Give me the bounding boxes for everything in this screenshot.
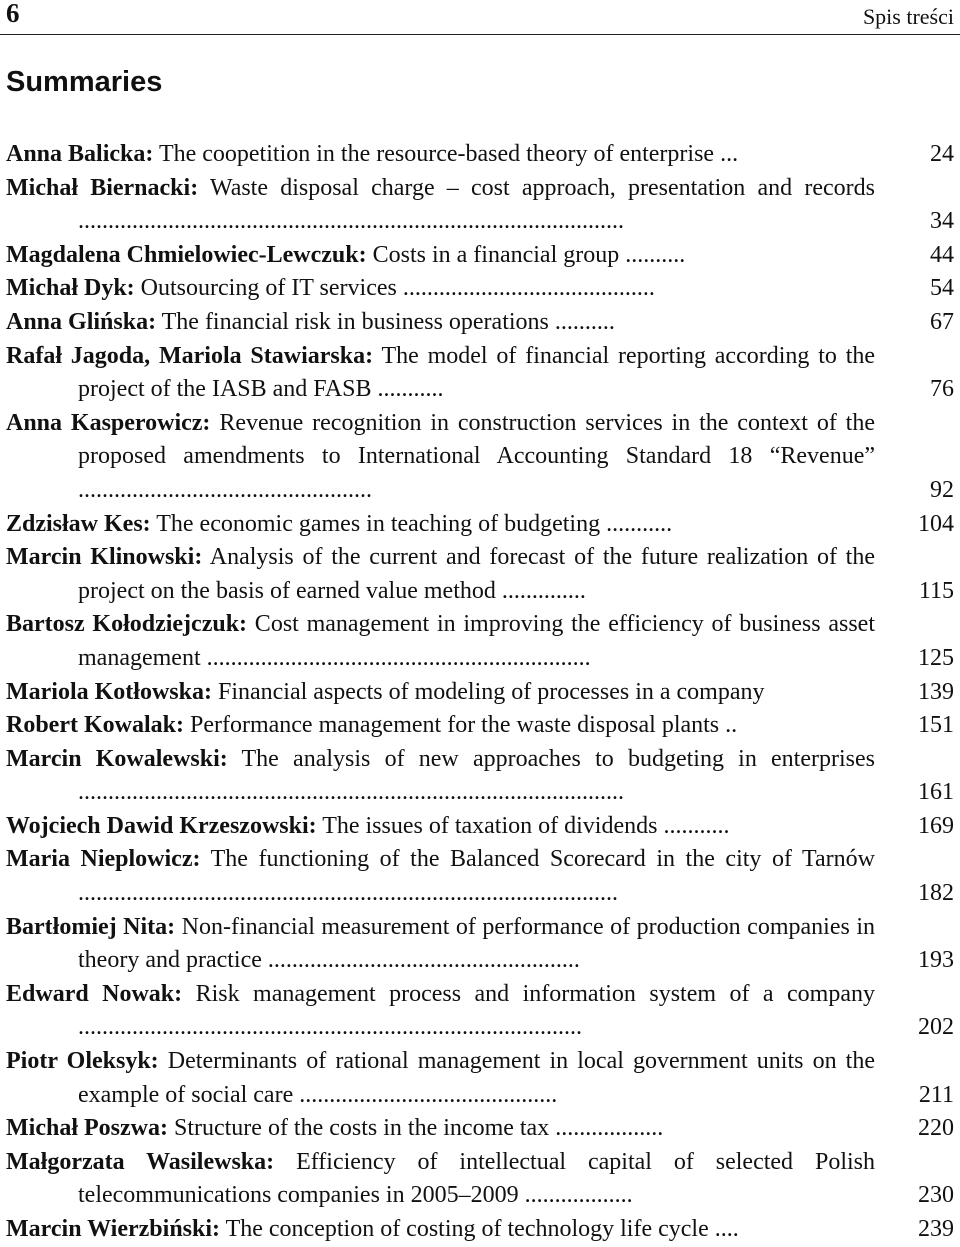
entry-page: 104 bbox=[918, 510, 954, 537]
entry-page: 230 bbox=[918, 1182, 954, 1209]
entry-leader: ........... bbox=[600, 510, 673, 537]
toc-entry bbox=[0, 843, 960, 910]
entry-title: Risk management process and information system of a company bbox=[182, 980, 875, 1007]
section-title: Summaries bbox=[6, 66, 163, 98]
entry-title: Analysis of the current and forecast of the future realization of the project on the basis of earned value method bbox=[78, 544, 876, 604]
entry-title: The functioning of the Balanced Scorecard in the city of Tarnów bbox=[200, 846, 876, 873]
toc-entry bbox=[0, 272, 960, 306]
entry-leader: .... bbox=[708, 1216, 739, 1242]
toc-entry bbox=[0, 1213, 960, 1247]
entry-author: Anna Balicka: bbox=[6, 141, 154, 167]
entry-page: 211 bbox=[918, 1081, 954, 1108]
entry-title: Outsourcing of IT services bbox=[134, 275, 397, 302]
entry-author: Michał Poszwa: bbox=[6, 1115, 168, 1142]
entry-page: 193 bbox=[918, 947, 954, 974]
entry-leader: ................................................................ bbox=[200, 644, 591, 671]
entry-leader: ................................................. bbox=[78, 476, 372, 503]
entry-author: Edward Nowak: bbox=[6, 980, 183, 1007]
toc-entry bbox=[0, 911, 960, 978]
entry-author: Marcin Klinowski: bbox=[6, 544, 203, 571]
entry-title: Non-financial measurement of performance of production companies in theory and practice bbox=[78, 913, 875, 974]
entry-leader: .................................................................................... bbox=[78, 1014, 582, 1041]
entry-title: Revenue recognition in construction services in the context of the proposed amendments to International Accounting Standard 18 “Revenue” bbox=[78, 409, 875, 470]
toc-entry bbox=[0, 239, 960, 273]
entry-leader: .................. bbox=[518, 1182, 633, 1209]
entry-page: 44 bbox=[930, 241, 954, 268]
toc-entry bbox=[0, 810, 960, 844]
entry-author: Mariola Kotłowska: bbox=[6, 678, 212, 705]
entry-leader: ........................................... bbox=[293, 1081, 558, 1108]
entry-page: 54 bbox=[930, 275, 954, 302]
toc-entry bbox=[0, 1045, 960, 1112]
toc-entry bbox=[0, 340, 960, 407]
entry-title: The analysis of new approaches to budgeting in enterprises bbox=[227, 745, 875, 772]
entry-leader: .................................................... bbox=[261, 947, 580, 974]
entry-page: 115 bbox=[918, 577, 954, 604]
toc-entry bbox=[0, 172, 960, 239]
entry-author: Maria Nieplowicz: bbox=[6, 846, 201, 873]
entry-author: Piotr Oleksyk: bbox=[6, 1048, 159, 1075]
entry-page: 239 bbox=[918, 1216, 954, 1242]
entry-title: Waste disposal charge – cost approach, presentation and records bbox=[198, 174, 875, 201]
entry-page: 151 bbox=[918, 712, 954, 739]
entry-leader: .......... bbox=[548, 308, 615, 335]
entry-author: Rafał Jagoda, Mariola Stawiarska: bbox=[6, 342, 374, 369]
entry-title: The issues of taxation of dividends bbox=[316, 812, 658, 839]
entry-title: Financial aspects of modeling of processes in a company bbox=[211, 678, 765, 705]
entry-leader: ... bbox=[714, 141, 739, 167]
entry-leader: .......................................... bbox=[396, 275, 655, 302]
toc-entry bbox=[0, 978, 960, 1045]
entry-title: The model of financial reporting according to the project of the IASB and FASB bbox=[78, 342, 876, 403]
entry-author: Anna Glińska: bbox=[6, 308, 157, 335]
toc-entry bbox=[0, 608, 960, 675]
entry-author: Wojciech Dawid Krzeszowski: bbox=[6, 812, 317, 839]
entry-page: 76 bbox=[930, 376, 954, 403]
entry-page: 67 bbox=[930, 308, 954, 335]
toc-entry bbox=[0, 541, 960, 608]
entry-leader: .......................................................................................... bbox=[78, 880, 618, 907]
entry-leader: .......... bbox=[619, 241, 686, 268]
toc-entry bbox=[0, 138, 960, 172]
page-header bbox=[0, 0, 960, 35]
entry-leader: .. bbox=[719, 712, 738, 739]
toc-entry bbox=[0, 676, 960, 710]
entry-title: Determinants of rational management in local government units on the example of social care bbox=[78, 1048, 876, 1108]
entry-title: Performance management for the waste disposal plants bbox=[183, 712, 720, 739]
toc-entry bbox=[0, 709, 960, 743]
page-number: 6 bbox=[6, 0, 20, 28]
entry-title: Efficiency of intellectual capital of selected Polish telecommunications companies in 2005–2009 bbox=[78, 1148, 876, 1209]
toc-entry bbox=[0, 407, 960, 508]
entry-page: 182 bbox=[918, 880, 954, 907]
entry-leader: .............. bbox=[495, 577, 586, 604]
entry-title: The economic games in teaching of budgeting bbox=[150, 510, 601, 537]
entry-author: Michał Dyk: bbox=[6, 275, 135, 302]
toc-entry bbox=[0, 1146, 960, 1213]
toc-entry bbox=[0, 1112, 960, 1146]
entry-page: 92 bbox=[930, 476, 954, 503]
entry-author: Zdzisław Kes: bbox=[6, 510, 151, 537]
entry-author: Marcin Kowalewski: bbox=[6, 745, 228, 772]
entry-title: Cost management in improving the efficiency of business asset management bbox=[78, 611, 875, 671]
entry-title: The financial risk in business operations bbox=[156, 308, 549, 335]
entry-page: 24 bbox=[930, 141, 954, 167]
entry-title: Structure of the costs in the income tax bbox=[167, 1115, 550, 1142]
entry-author: Michał Biernacki: bbox=[6, 174, 199, 201]
entry-author: Bartosz Kołodziejczuk: bbox=[6, 611, 248, 638]
entry-author: Małgorzata Wasilewska: bbox=[6, 1148, 275, 1175]
entry-page: 169 bbox=[918, 812, 954, 839]
toc-entry bbox=[0, 306, 960, 340]
entry-title: Costs in a financial group bbox=[366, 241, 620, 268]
entry-author: Robert Kowalak: bbox=[6, 712, 184, 739]
entry-page: 125 bbox=[918, 644, 954, 671]
entry-leader: ........... bbox=[657, 812, 730, 839]
entry-page: 202 bbox=[918, 1014, 954, 1041]
entry-leader: ........... bbox=[371, 376, 444, 403]
toc-entry bbox=[0, 508, 960, 542]
entry-title: The coopetition in the resource-based theory of enterprise bbox=[153, 141, 715, 167]
entry-leader: ........................................................................................... bbox=[78, 779, 624, 806]
entry-page: 139 bbox=[918, 678, 954, 705]
running-title: Spis treści bbox=[862, 4, 954, 29]
entry-author: Marcin Wierzbiński: bbox=[6, 1216, 221, 1242]
entry-page: 220 bbox=[918, 1115, 954, 1142]
entry-author: Anna Kasperowicz: bbox=[6, 409, 211, 436]
entry-page: 34 bbox=[930, 208, 954, 235]
toc-list bbox=[0, 138, 960, 1247]
entry-author: Magdalena Chmielowiec-Lewczuk: bbox=[6, 241, 367, 268]
toc-entry bbox=[0, 743, 960, 810]
entry-page: 161 bbox=[918, 779, 954, 806]
entry-leader: .................. bbox=[549, 1115, 664, 1142]
entry-author: Bartłomiej Nita: bbox=[6, 913, 176, 940]
entry-title: The conception of costing of technology life cycle bbox=[220, 1216, 709, 1242]
entry-leader: ........................................................................................... bbox=[78, 208, 624, 235]
